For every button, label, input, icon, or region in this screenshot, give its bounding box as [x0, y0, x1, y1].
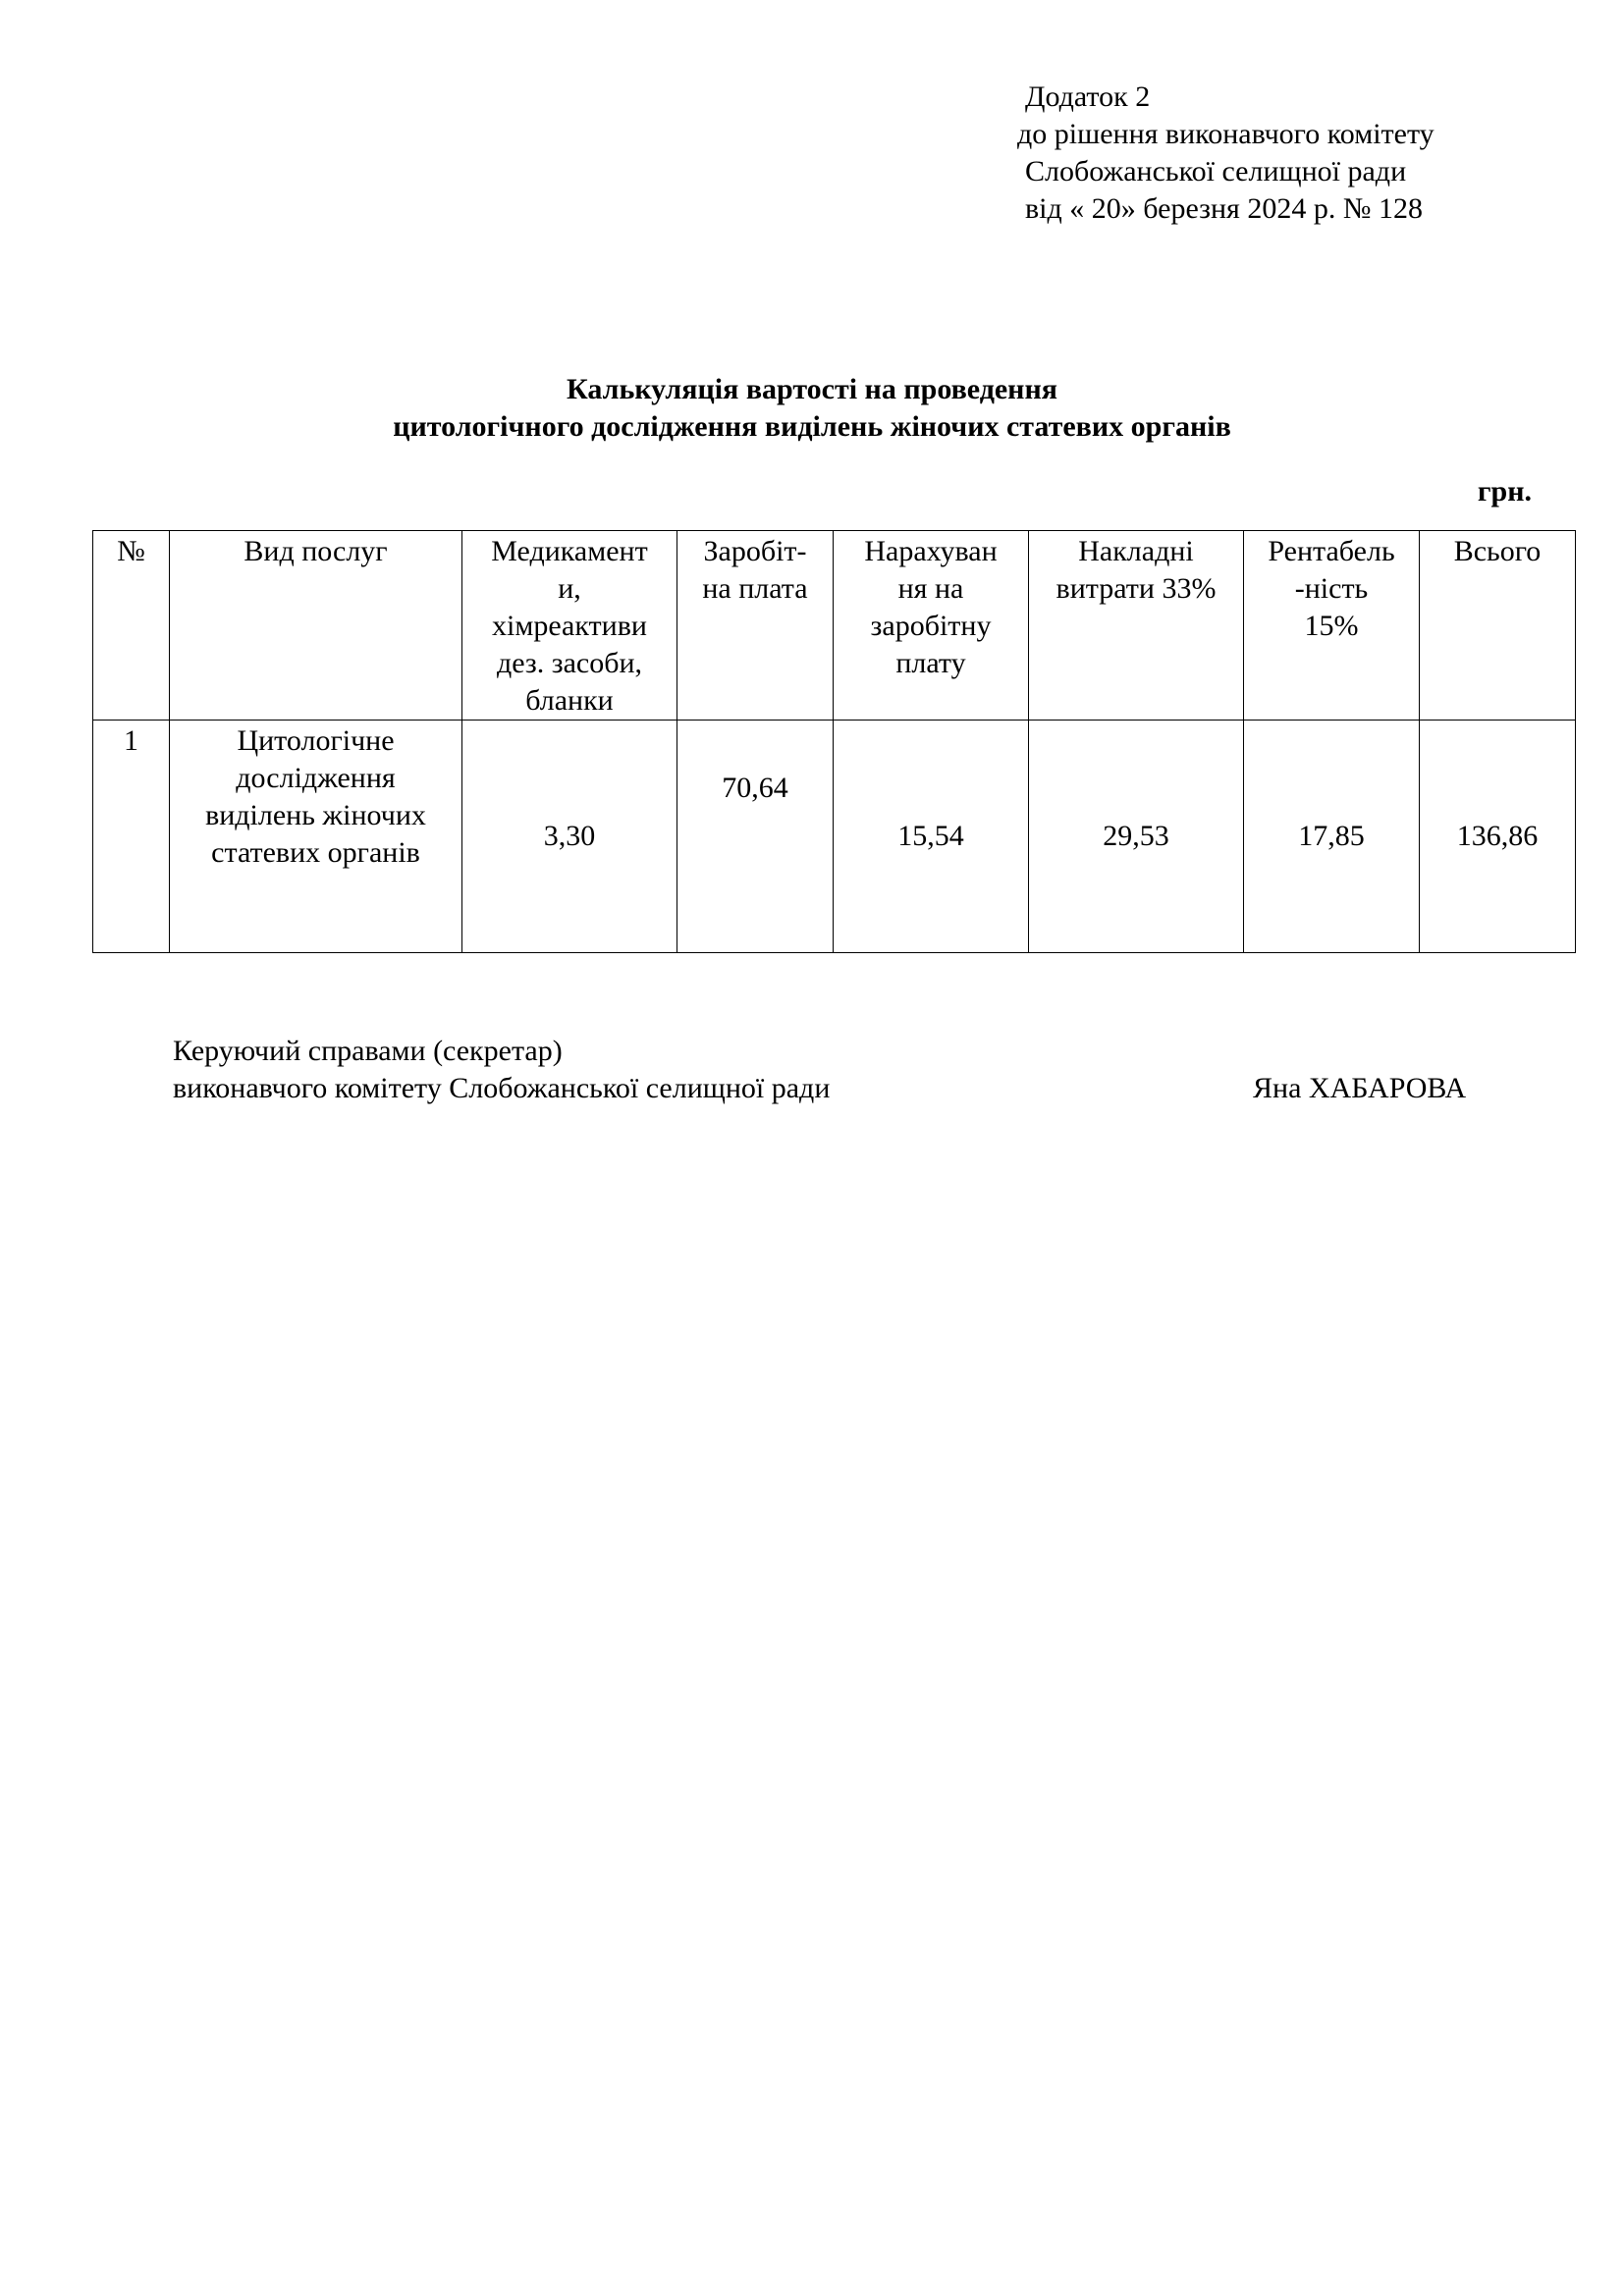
signature-name: Яна ХАБАРОВА — [1253, 1072, 1467, 1104]
signature-position-line-1: Керуючий справами (секретар) — [173, 1035, 563, 1067]
header-service: Вид послуг — [170, 531, 462, 721]
currency-label: грн. — [1477, 475, 1532, 507]
header-profitability: Рентабель -ність 15% — [1244, 531, 1420, 721]
row-service: Цитологічне дослідження виділень жіночих статевих органів — [170, 721, 462, 953]
appendix-line-3: Слобожанської селищної ради — [1025, 155, 1407, 187]
row-profitability: 17,85 — [1244, 721, 1420, 953]
header-number: № — [93, 531, 170, 721]
table-header-row — [93, 531, 1576, 721]
row-meds: 3,30 — [462, 721, 677, 953]
header-salary: Заробіт- на плата — [677, 531, 834, 721]
header-meds: Медикамент и, хімреактиви дез. засоби, бланки — [462, 531, 677, 721]
appendix-line-2: до рішення виконавчого комітету — [1017, 118, 1435, 150]
signature-position-line-2: виконавчого комітету Слобожанської селищної ради — [173, 1072, 831, 1104]
row-salary: 70,64 — [677, 721, 834, 953]
appendix-line-4: від « 20» березня 2024 р. № 128 — [1025, 192, 1423, 225]
header-total: Всього — [1420, 531, 1576, 721]
header-overhead: Накладні витрати 33% — [1029, 531, 1244, 721]
table-row — [93, 721, 1576, 953]
row-total: 136,86 — [1420, 721, 1576, 953]
row-accrual: 15,54 — [834, 721, 1029, 953]
row-number: 1 — [93, 721, 170, 953]
appendix-line-1: Додаток 2 — [1025, 80, 1151, 113]
document-title-line-2: цитологічного дослідження виділень жіночих статевих органів — [393, 410, 1231, 443]
calculation-table — [92, 530, 1576, 953]
row-overhead: 29,53 — [1029, 721, 1244, 953]
document-title-line-1: Калькуляція вартості на проведення — [567, 373, 1057, 405]
header-accrual: Нарахуван ня на заробітну плату — [834, 531, 1029, 721]
